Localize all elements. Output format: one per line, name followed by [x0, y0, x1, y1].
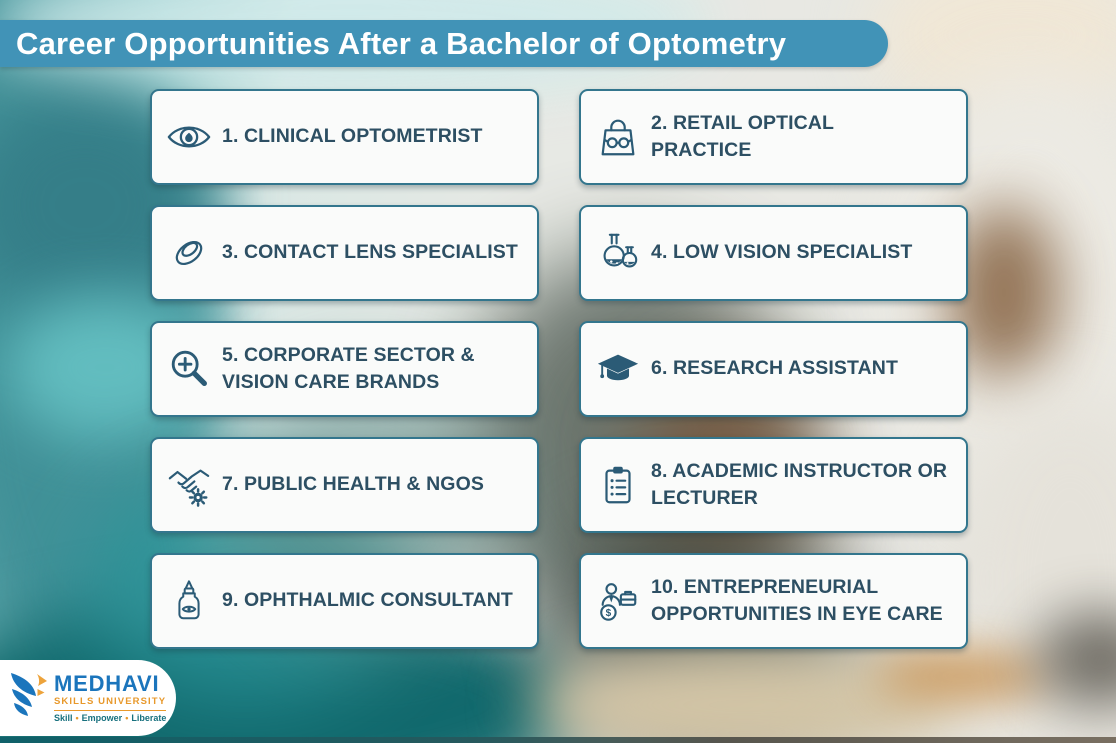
title-line: LECTURER	[651, 487, 758, 509]
career-card-title	[222, 239, 518, 266]
career-grid	[150, 89, 968, 649]
title-line: 3. CONTACT LENS SPECIALIST	[222, 241, 518, 264]
career-card-contact-lens-specialist	[150, 205, 539, 301]
title-line: 6. RESEARCH ASSISTANT	[651, 357, 898, 380]
career-card-retail-optical-practice	[579, 89, 968, 185]
career-card-title	[651, 110, 834, 165]
title-banner	[0, 20, 888, 67]
title-line: 2. RETAIL OPTICAL	[651, 111, 834, 134]
handshake-gear-icon	[165, 461, 213, 509]
career-card-research-assistant	[579, 321, 968, 417]
career-card-title	[222, 587, 513, 614]
clipboard-checklist-icon	[594, 461, 642, 509]
title-line: 8. ACADEMIC INSTRUCTOR OR	[651, 459, 948, 482]
career-card-corporate-sector	[150, 321, 539, 417]
logo-name: MEDHAVI	[54, 671, 160, 697]
career-card-title	[651, 239, 912, 266]
eye-drop-bottle-icon	[165, 577, 213, 625]
career-card-clinical-optometrist	[150, 89, 539, 185]
lab-flasks-icon	[594, 229, 642, 277]
title-line: OPPORTUNITIES IN EYE CARE	[651, 603, 943, 625]
contact-lens-icon	[165, 229, 213, 277]
title-line: 10. ENTREPRENEURIAL	[651, 575, 879, 598]
page-title: Career Opportunities After a Bachelor of Optometry	[16, 25, 787, 61]
eye-icon	[165, 113, 213, 161]
career-card-title	[222, 342, 475, 397]
career-card-title	[222, 471, 484, 498]
logo-text-block	[54, 673, 166, 723]
career-card-entrepreneurial-eye-care	[579, 553, 968, 649]
career-card-public-health-ngos	[150, 437, 539, 533]
title-line: 1. CLINICAL OPTOMETRIST	[222, 125, 483, 148]
svg-text:$: $	[605, 608, 612, 620]
career-card-ophthalmic-consultant	[150, 553, 539, 649]
title-line: 9. OPHTHALMIC CONSULTANT	[222, 589, 513, 612]
title-line: VISION CARE BRANDS	[222, 371, 440, 393]
university-logo	[0, 660, 176, 736]
career-card-title	[651, 458, 947, 513]
title-line: 7. PUBLIC HEALTH & NGOS	[222, 473, 484, 496]
entrepreneur-money-icon	[594, 577, 642, 625]
medhavi-bird-logo-icon	[9, 672, 47, 725]
graduation-cap-icon	[594, 345, 642, 393]
title-line: 4. LOW VISION SPECIALIST	[651, 241, 913, 264]
magnifier-plus-icon	[165, 345, 213, 393]
bullet-separator: •	[75, 712, 79, 723]
career-card-title	[651, 355, 898, 382]
logo-subtitle: SKILLS UNIVERSITY	[54, 696, 167, 708]
career-card-low-vision-specialist	[579, 205, 968, 301]
career-card-title	[222, 123, 483, 150]
title-line: PRACTICE	[651, 139, 752, 161]
logo-divider	[54, 710, 166, 711]
career-card-academic-instructor	[579, 437, 968, 533]
career-card-title	[651, 574, 943, 629]
bottom-edge-strip	[0, 737, 1116, 743]
bullet-separator: •	[125, 712, 129, 723]
title-line: 5. CORPORATE SECTOR &	[222, 343, 475, 366]
shopping-bag-glasses-icon	[594, 113, 642, 161]
logo-tagline: Skill • Empower • Liberate	[54, 712, 167, 723]
